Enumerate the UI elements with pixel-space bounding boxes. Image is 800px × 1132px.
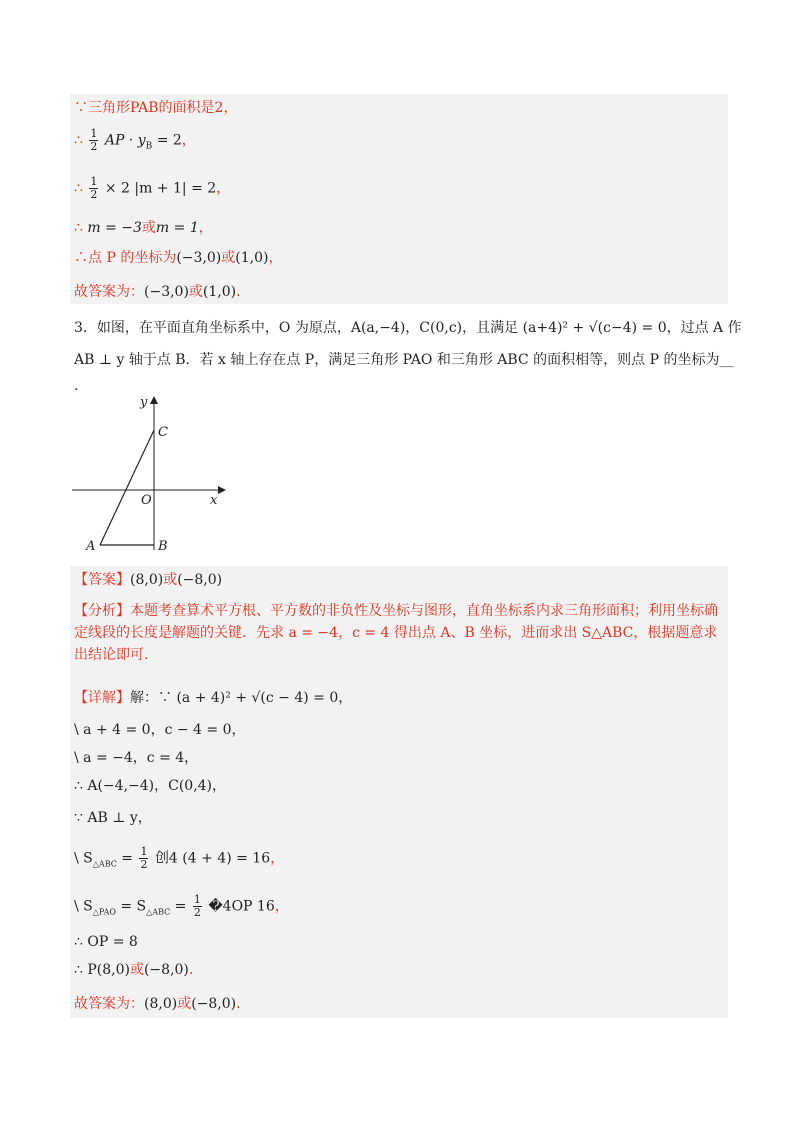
label-a: A xyxy=(86,539,96,554)
analysis-paragraph: 【分析】本题考查算术平方根、平方数的非负性及坐标与图形，直角坐标系内求三角形面积；利用坐标确定线段的长度是解题的关键．先求 a = −4，c = 4 得出点 A、B 坐标，进而求出 S△ABC，根据题意求出结论即可. xyxy=(74,603,718,663)
label-b: B xyxy=(158,539,168,554)
s1-line-5: ∴点 P 的坐标为(−3,0)或(1,0)， xyxy=(74,250,283,266)
s1-line-1: ∵三角形PAB的面积是2， xyxy=(74,100,238,116)
s1-line-6: 故答案为：(−3,0)或(1,0). xyxy=(74,284,241,300)
x-axis-arrow xyxy=(218,486,226,494)
question-3-line-2: AB ⊥ y 轴于点 B．若 x 轴上存在点 P，满足三角形 PAO 和三角形 ABC 的面积相等，则点 P 的坐标为__ xyxy=(74,352,734,368)
detail-line-4: ∵ AB ⊥ y， xyxy=(74,810,152,826)
detail-line-1: \ a + 4 = 0，c − 4 = 0， xyxy=(74,722,246,738)
detail-line-5: \ $S_{\triangle ABC}$ = $\frac{1}{2}$ 创4 (4 + 4) = 16， xyxy=(74,845,285,871)
detail-line-3: ∴ A(−4,−4)，C(0,4)， xyxy=(74,778,227,794)
detail-line-6: \ $S_{\triangle PAO} = S_{\triangle ABC}$ = $\frac{1}{2}$ �4OP 16， xyxy=(74,893,289,919)
question-3-line-3: . xyxy=(74,378,79,394)
label-o: O xyxy=(141,493,152,508)
answer-line: 【答案】(8,0)或(−8,0) xyxy=(74,572,223,588)
segment-ac xyxy=(100,430,154,545)
final-answer-line: 故答案为：(8,0)或(−8,0). xyxy=(74,996,241,1012)
detail-line-2: \ a = −4，c = 4， xyxy=(74,750,199,766)
coordinate-figure xyxy=(60,392,240,562)
s1-line-2: ∴ $\frac{1}{2}$ AP · $y_B = 2$， xyxy=(74,127,196,153)
label-x: x xyxy=(210,493,218,508)
s1-line-3: ∴ $\frac{1}{2}$ × 2 |m + 1| = 2， xyxy=(74,175,231,201)
detail-line-7: ∴ OP = 8 xyxy=(74,934,138,950)
y-axis-arrow xyxy=(150,396,158,404)
label-c: C xyxy=(158,425,168,440)
detail-head: 【详解】解：∵ (a + 4)² + √(c − 4) = 0， xyxy=(74,690,353,706)
label-y: y xyxy=(140,395,148,410)
s1-line-4: ∴ m = −3或m = 1， xyxy=(74,220,213,236)
question-3-line-1: 3．如图，在平面直角坐标系中，O 为原点，A(a,−4)，C(0,c)，且满足 (a+4)² + √(c−4) = 0，过点 A 作 xyxy=(74,320,742,336)
detail-line-8: ∴ P(8,0)或(−8,0). xyxy=(74,962,194,978)
